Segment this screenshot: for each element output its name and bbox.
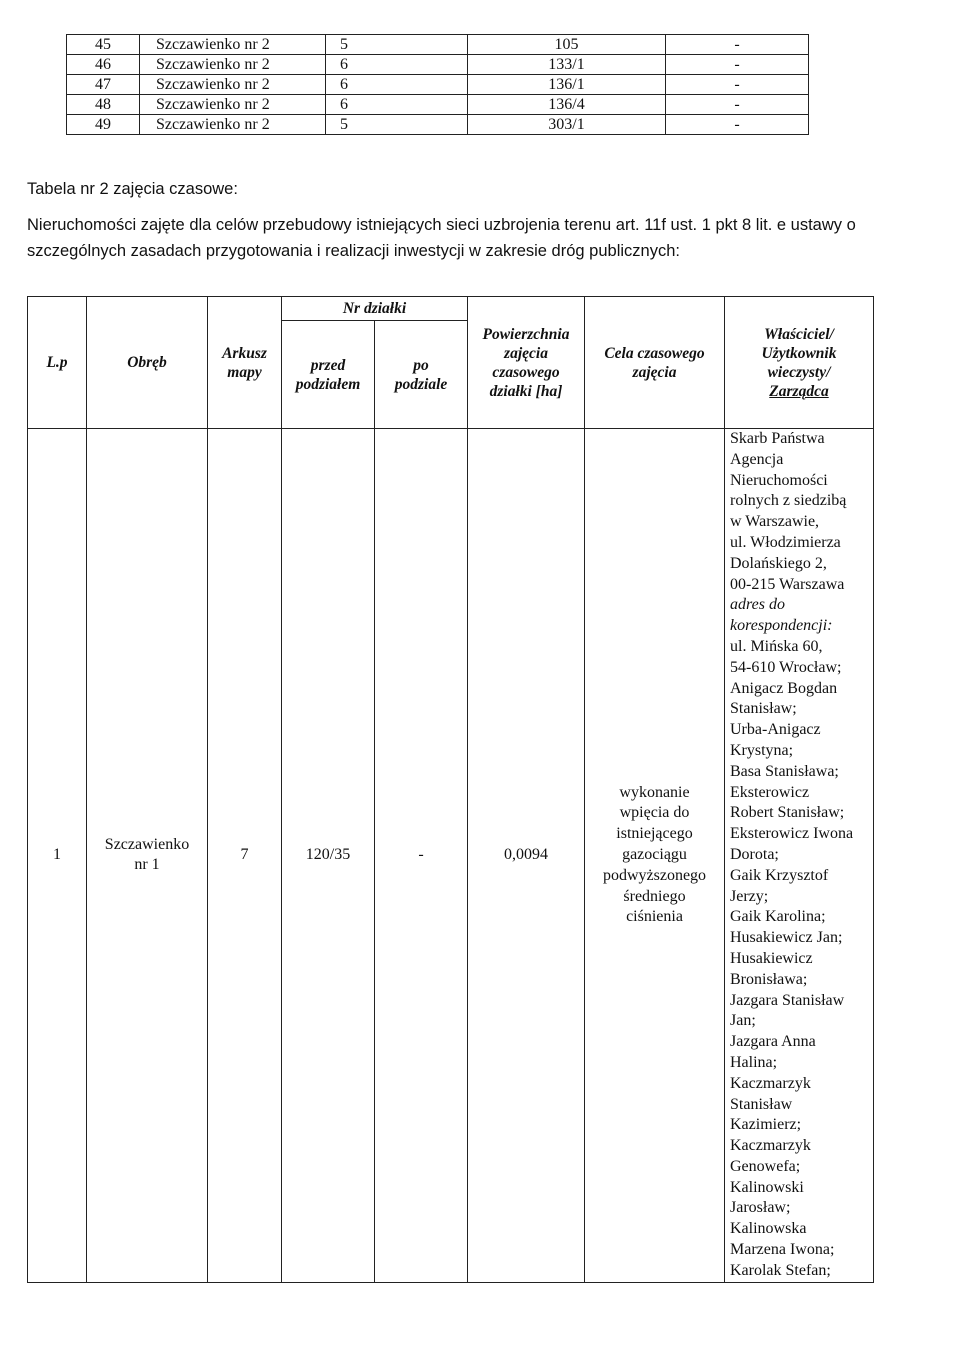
header-arkusz: Arkusz mapy [208,297,282,429]
cell-po: - [375,429,468,1283]
cell-owners [725,429,874,1283]
cell-lp: 49 [67,115,140,135]
owner-line: korespondencji: [730,617,833,635]
owner-line: Stanisław; [730,700,797,718]
header-lp: L.p [28,297,87,429]
owner-line: 00-215 Warszawa [730,575,845,593]
owner-line: Jan; [730,1012,756,1030]
cell-lp: 45 [67,35,140,55]
cell-obreb: Szczawienko nr 2 [140,55,326,75]
table-caption: Tabela nr 2 zajęcia czasowe: [27,180,238,198]
cell-po: - [666,95,809,115]
cell-arkusz: 6 [326,95,468,115]
header-przed: przed podziałem [282,321,375,429]
owner-line: Jazgara Stanisław [730,991,845,1009]
owner-line: Gaik Krzysztof [730,866,829,884]
owner-line: Husakiewicz [730,949,813,967]
header-po: po podziale [375,321,468,429]
header-cel: Cela czasowego zajęcia [585,297,725,429]
cell-arkusz: 6 [326,55,468,75]
table-row [67,75,809,95]
cell-arkusz: 5 [326,115,468,135]
cell-dzialka: 136/4 [468,95,666,115]
owner-line: Stanisław [730,1095,793,1113]
owner-line: Kaczmarzyk [730,1137,811,1155]
cell-arkusz: 5 [326,35,468,55]
parcel-table-body [67,35,809,135]
owner-line: Kaczmarzyk [730,1074,811,1092]
cell-przed: 120/35 [282,429,375,1283]
table-row [67,95,809,115]
cell-dzialka: 133/1 [468,55,666,75]
cell-dzialka: 136/1 [468,75,666,95]
owner-line: Karolak Stefan; [730,1261,831,1279]
owner-line: rolnych z siedzibą [730,492,847,510]
owner-line: Dolańskiego 2, [730,554,827,572]
owner-line: ul. Mińska 60, [730,637,823,655]
cell-lp: 48 [67,95,140,115]
owner-list [730,429,869,1282]
owner-line: Halina; [730,1053,778,1071]
owner-line: Dorota; [730,845,779,863]
temporary-occupation-table [27,296,874,1283]
cell-lp: 47 [67,75,140,95]
owner-line: Jerzy; [730,887,769,905]
cell-dzialka: 303/1 [468,115,666,135]
owner-line: Kazimierz; [730,1116,802,1134]
header-obreb: Obręb [87,297,208,429]
cell-obreb: Szczawienko nr 2 [140,95,326,115]
owner-line: Nieruchomości [730,471,828,489]
legal-basis-paragraph: Nieruchomości zajęte dla celów przebudowy istniejących sieci uzbrojenia terenu art. 11f ust. 1 pkt 8 lit. e ustawy o szczególnych zasadach przygotowania i realizacji inwestycji w zakresie dróg publicznych: [27,216,856,260]
owner-line: Marzena Iwona; [730,1241,835,1259]
owner-line: Skarb Państwa [730,430,825,447]
header-wlasciciel: Właściciel/ Użytkownik wieczysty/ Zarządca [725,297,874,429]
owner-line: Agencja [730,450,784,468]
cell-powierzchnia: 0,0094 [468,429,585,1283]
owner-line: Kalinowski [730,1178,804,1196]
cell-obreb: Szczawienko nr 1 [87,429,208,1283]
header-nr-dzialki: Nr działki [282,297,468,321]
owner-line: Robert Stanisław; [730,804,845,822]
parcel-table-continued [66,34,809,135]
cell-obreb: Szczawienko nr 2 [140,75,326,95]
table-row [67,55,809,75]
cell-dzialka: 105 [468,35,666,55]
cell-obreb: Szczawienko nr 2 [140,115,326,135]
owner-line: Jazgara Anna [730,1033,816,1051]
owner-line: Gaik Karolina; [730,908,826,926]
owner-line: Basa Stanisława; [730,762,839,780]
cell-obreb: Szczawienko nr 2 [140,35,326,55]
owner-line: Bronisława; [730,970,808,988]
owner-line: w Warszawie, [730,513,820,531]
cell-po: - [666,75,809,95]
table-row [28,429,874,1283]
header-powierzchnia: Powierzchnia zajęcia czasowego działki [ha] [468,297,585,429]
owner-line: 54-610 Wrocław; [730,658,842,676]
owner-line: Kalinowska [730,1220,807,1238]
owner-line: Genowefa; [730,1157,801,1175]
cell-arkusz: 6 [326,75,468,95]
cell-arkusz: 7 [208,429,282,1283]
owner-line: Husakiewicz Jan; [730,929,843,947]
owner-line: Krystyna; [730,741,794,759]
owner-line: Urba-Anigacz [730,721,821,739]
owner-line: Jarosław; [730,1199,791,1217]
owner-line: Eksterowicz Iwona [730,825,854,843]
table-row [67,115,809,135]
cell-lp: 46 [67,55,140,75]
owner-line: Anigacz Bogdan [730,679,838,697]
cell-po: - [666,35,809,55]
table-row [67,35,809,55]
owner-line: adres do [730,596,785,614]
owner-line: ul. Włodzimierza [730,533,841,551]
cell-po: - [666,55,809,75]
cell-cel: wykonanie wpięcia do istniejącego gazociągu podwyższonego średniego ciśnienia [585,429,725,1283]
owner-line: Eksterowicz [730,783,810,801]
cell-po: - [666,115,809,135]
cell-lp: 1 [28,429,87,1283]
